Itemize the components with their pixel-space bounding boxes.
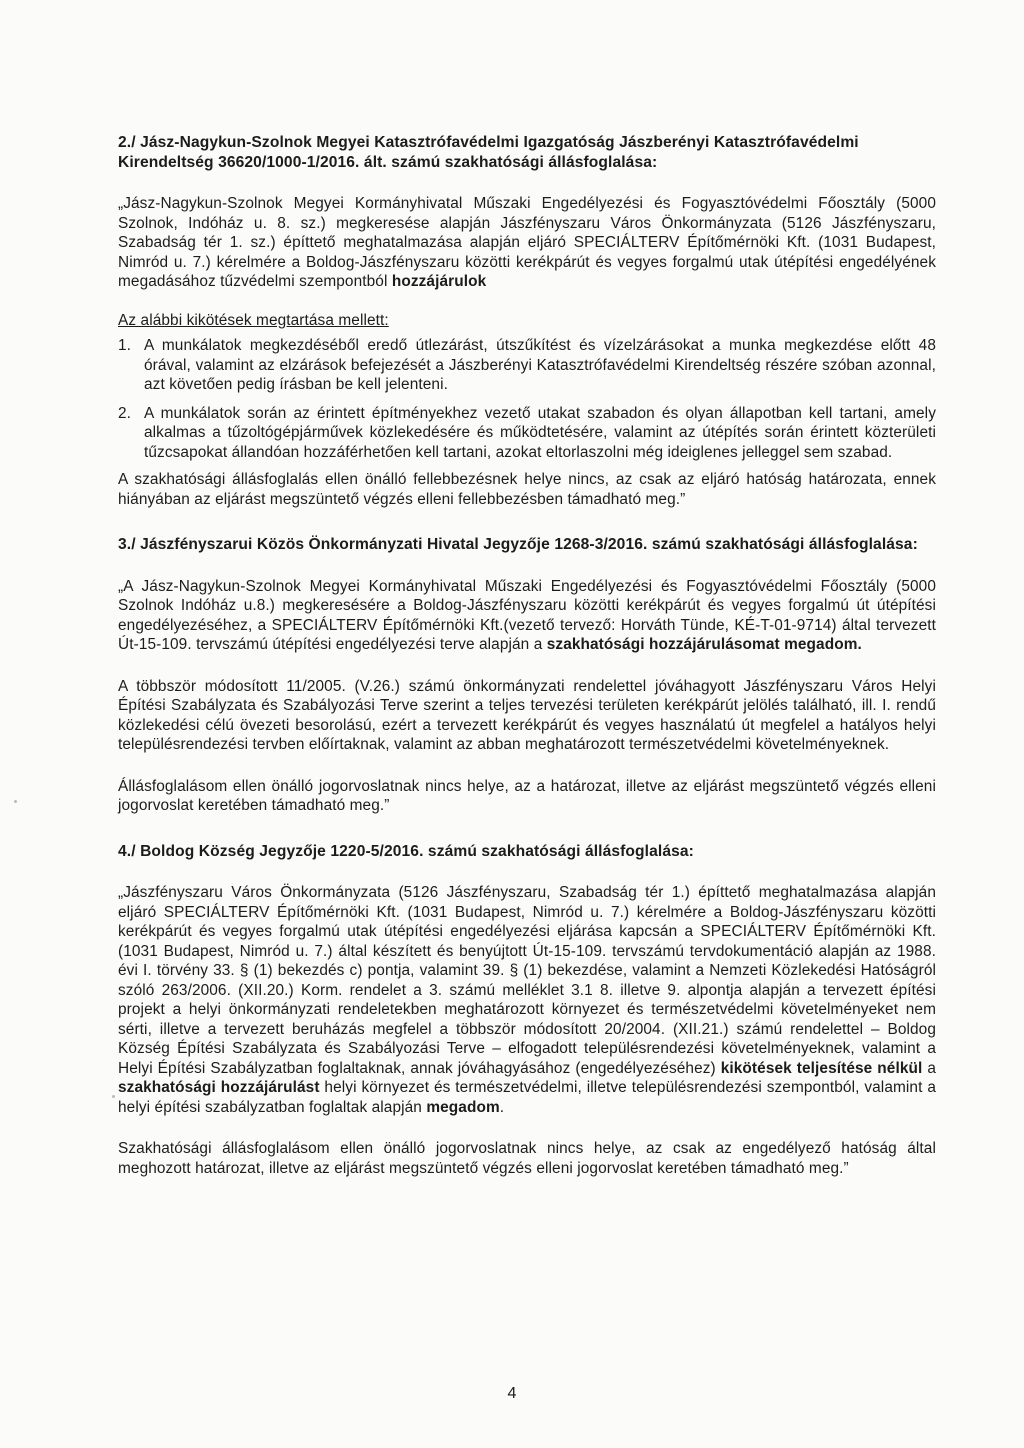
- section-4-p1-bold-approval: szakhatósági hozzájárulást: [118, 1079, 320, 1096]
- section-2-conditions-title: Az alábbi kikötések megtartása mellett:: [118, 311, 389, 329]
- section-2-body: [118, 194, 936, 292]
- section-3-heading: 3./ Jászfényszarui Közös Önkormányzati Hivatal Jegyzője 1268-3/2016. számú szakhatósági állásfoglalása:: [118, 536, 918, 553]
- section-4-p1-text: a: [922, 1059, 936, 1077]
- section-4-paragraph-2: Szakhatósági állásfoglalásom ellen önálló jogorvoslatnak nincs helye, az csak az engedélyező hatóság által meghozott határozat, illetve az eljárást megszüntető végzés elleni jogorvoslat keretében támadható meg.”: [118, 1140, 936, 1177]
- document-page: [118, 133, 936, 1178]
- section-4-p1-text: „Jászfényszaru Város Önkormányzata (5126 Jászfényszaru, Szabadság tér 1.) építtető meghatalmazása alapján eljáró SPECIÁLTERV Építőmérnöki Kft. (1031 Budapest, Nimród u. 7.) kérelmére a Boldog-Jászfényszaru közötti kerékpárút és vegyes forgalmú utak útépítési engedélyezési eljárása kapcsán a SPECIÁLTERV Építőmérnöki Kft. (1031 Budapest, Nimród u. 7.) által készített és benyújtott Út-15-109. tervszámú tervdokumentáció alapján az 1988. évi I. törvény 33. § (1) bekezdés c) pontja, valamint 39. § (1) bekezdése, valamint a Nemzeti Közlekedési Hatóságról szóló 263/2006. (XII.20.) Korm. rendelet a 3. számú melléklet 3.1 8. illetve 9. alpontja alapján a tervezett építési projekt a helyi önkormányzati rendeletekben meghatározott környezet és természetvédelmi követelményeket nem sérti, illetve a tervezett beruházás megfelel a többször módosított 20/2004. (XII.21.) számú rendelettel – Boldog Község Építési Szabályzata és Szabályozási Terve – elfogadott településrendezési követelményeknek, valamint a Helyi Építési Szabályzatban foglaltaknak, annak jóváhagyásához (engedélyezéséhez): [118, 884, 936, 1077]
- condition-item-2: [118, 404, 936, 463]
- section-4-p1-bold-grant: megadom: [426, 1098, 500, 1116]
- condition-text: A munkálatok megkezdéséből eredő útlezárást, útszűkítést és vízelzárásokat a munka megkezdése előtt 48 órával, valamint az elzárások befejezését a Jászberényi Katasztrófavédelmi Kirendeltség részére szóban azonnal, azt követően pedig írásban be kell jelenteni.: [144, 337, 936, 393]
- scan-speck: [14, 800, 17, 803]
- condition-number: 1.: [118, 337, 132, 354]
- section-4-heading: 4./ Boldog Község Jegyzője 1220-5/2016. számú szakhatósági állásfoglalása:: [118, 842, 694, 860]
- section-4-p1-text: .: [499, 1098, 505, 1116]
- section-2-heading: 2./ Jász-Nagykun-Szolnok Megyei Katasztrófavédelmi Igazgatóság Jászberényi Katasztrófavédelmi Kirendeltség 36620/1000-1/2016. ált. számú szakhatósági állásfoglalása:: [118, 134, 859, 171]
- scan-speck: [112, 1095, 115, 1098]
- section-4-p1-bold-conditions: kikötések teljesítése nélkül: [720, 1059, 923, 1077]
- section-4-p1-text: helyi környezet és természetvédelmi, illetve településrendezési szempontból, valamint a helyi építési szabályzatban foglaltak alapján: [118, 1079, 936, 1116]
- page-number: 4: [507, 1385, 517, 1402]
- section-2-body-bold: hozzájárulok: [391, 273, 487, 290]
- section-3-p1-bold: szakhatósági hozzájárulásomat megadom.: [546, 636, 862, 653]
- section-2-closing: A szakhatósági állásfoglalás ellen önálló fellebbezésnek helye nincs, az csak az eljáró hatóság határozata, ennek hiányában az eljárást megszüntető végzés elleni fellebbezésben támadható meg.”: [118, 471, 936, 508]
- section-3-paragraph-2: A többször módosított 11/2005. (V.26.) számú önkormányzati rendelettel jóváhagyott Jászfényszaru Város Helyi Építési Szabályzata és Szabályozási Terve szerint a teljes tervezési területen kerékpárút jelölés található, ill. I. rendű közlekedési célú övezeti besorolású, ezért a tervezett kerékpárút és vegyes használatú út megfelel a hatályos helyi településrendezési tervben előírtaknak, valamint az abban meghatározott természetvédelmi követelményeknek.: [118, 677, 936, 753]
- condition-number: 2.: [118, 404, 132, 422]
- condition-text: A munkálatok során az érintett építményekhez vezető utakat szabadon és olyan állapotban kell tartani, amely alkalmas a tűzoltógépjárművek közlekedésére és működtetésére, valamint az útépítés során érintett közterületi tűzcsapokat állandóan hozzáférhetően kell tartani, azokat eltorlaszolni még ideiglenes jelleggel sem szabad.: [144, 404, 936, 461]
- section-3-paragraph-3: Állásfoglalásom ellen önálló jogorvoslatnak nincs helye, az a határozat, illetve az eljárást megszüntető végzés elleni jogorvoslat keretében támadható meg.”: [118, 777, 936, 814]
- section-4-paragraph-1: [118, 883, 936, 1117]
- section-3-paragraph-1: [118, 577, 936, 655]
- section-2-body-text: „Jász-Nagykun-Szolnok Megyei Kormányhivatal Műszaki Engedélyezési és Fogyasztóvédelmi Főosztály (5000 Szolnok, Indóház u. 8. sz.) megkeresése alapján Jászfényszaru Város Önkormányzata (5126 Jászfényszaru, Szabadság tér 1. sz.) építtető meghatalmazása alapján eljáró SPECIÁLTERV Építőmérnöki Kft. (1031 Budapest, Nimród u. 7.) kérelmére a Boldog-Jászfényszaru közötti kerékpárút és vegyes forgalmú utak útépítési engedélyének megadásához tűzvédelmi szempontból: [118, 195, 936, 290]
- section-3-p1-text: „A Jász-Nagykun-Szolnok Megyei Kormányhivatal Műszaki Engedélyezési és Fogyasztóvédelmi Főosztály (5000 Szolnok Indóház u.8.) megkeresésére a Boldog-Jászfényszaru közötti kerékpárút és vegyes forgalmú út útépítési engedélyezéséhez, a SPECIÁLTERV Építőmérnöki Kft.(vezető tervező: Horváth Tünde, KÉ-T-01-9714) által tervezett Út-15-109. tervszámú útépítési engedélyezési terve alapján a: [118, 577, 936, 653]
- condition-item-1: [118, 336, 936, 395]
